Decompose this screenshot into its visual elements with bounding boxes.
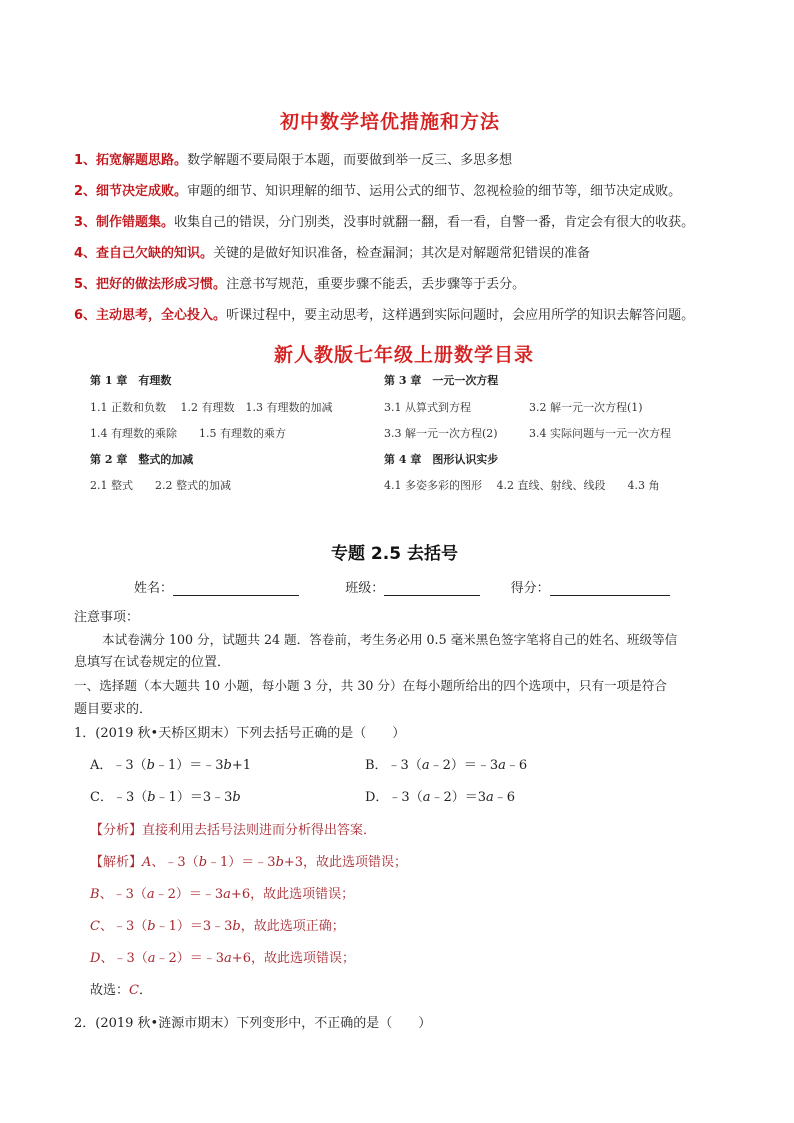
tip-heading: 查自己欠缺的知识。 (96, 246, 214, 261)
solution-text: 、﹣3（ (151, 855, 199, 870)
variable: a (224, 951, 232, 966)
tip-item (74, 180, 681, 199)
variable: b (223, 758, 232, 773)
tip-item (74, 211, 694, 230)
variable: a (486, 790, 494, 805)
variable: B (90, 887, 100, 902)
variable: C (90, 919, 100, 934)
variable: a (422, 790, 431, 805)
toc-chapter-2: 第 2 章 整式的加减 (90, 453, 194, 466)
option-a[interactable] (90, 754, 251, 773)
variable: a (146, 887, 155, 902)
analysis-line (90, 819, 376, 838)
tip-item (74, 242, 590, 261)
solution-line (90, 915, 345, 934)
tip-item (74, 304, 694, 323)
toc-line: 4.1 多姿多彩的图形 4.2 直线、射线、线段 4.3 角 (384, 479, 660, 492)
toc-chapter-3: 第 3 章 一元一次方程 (384, 374, 499, 387)
toc-chapter-1: 第 1 章 有理数 (90, 374, 172, 387)
notice-text: 息填写在试卷规定的位置． (74, 655, 231, 670)
variable: a (147, 951, 156, 966)
solution-line (90, 883, 354, 902)
toc-line: 1.1 正数和负数 1.2 有理数 1.3 有理数的加减 (90, 401, 333, 414)
tip-number: 3、 (74, 215, 97, 230)
name-blank[interactable] (173, 581, 299, 596)
variable: b (147, 790, 156, 805)
option-text: C．﹣3（ (90, 790, 148, 805)
section-header: 一、选择题（本大题共 10 小题，每小题 3 分，共 30 分）在每小题所给出的四个选项中，只有一项是符合 (74, 678, 668, 693)
solution-text: 、﹣3（ (99, 919, 148, 934)
answer-label: 故选： (90, 983, 130, 998)
option-text: ﹣1）＝3﹣3 (155, 790, 233, 805)
header-title: 初中数学培优措施和方法 (280, 111, 501, 133)
tip-number: 6、 (74, 308, 97, 323)
toc-title: 新人教版七年级上册数学目录 (274, 344, 535, 366)
solution-line (90, 947, 355, 966)
variable: a (421, 758, 430, 773)
option-text: ﹣1）＝﹣3 (155, 758, 224, 773)
toc-chapter-4: 第 4 章 图形认识实步 (384, 453, 499, 466)
toc-line: 3.2 解一元一次方程(1) (529, 401, 643, 414)
option-text: D．﹣3（ (365, 790, 423, 805)
tip-number: 1、 (74, 153, 97, 168)
option-text: ﹣6 (505, 758, 528, 773)
tip-heading: 把好的做法形成习惯。 (96, 277, 227, 292)
tip-heading: 拓宽解题思路。 (96, 153, 188, 168)
tip-item (74, 273, 525, 292)
solution-text: 、﹣3（ (100, 951, 148, 966)
variable: a (498, 758, 506, 773)
solution-text: ﹣1）＝3﹣3 (155, 919, 233, 934)
notice-text: 本试卷满分 100 分，试题共 24 题．答卷前，考生务必用 0.5 毫米黑色签字笔将自己的姓名、班级等信 (102, 632, 678, 647)
tip-text: 注意书写规范，重要步骤不能丢，丢步骤等于丢分。 (226, 277, 526, 292)
variable: b (275, 855, 284, 870)
solution-text: ﹣2）＝﹣3 (155, 951, 225, 966)
section-header: 题目要求的． (74, 702, 153, 717)
variable: a (223, 887, 231, 902)
variable: b (147, 919, 156, 934)
tip-text: 收集自己的错误，分门别类，没事时就翻一翻，看一看，自警一番，肯定会有很大的收获。 (174, 215, 695, 230)
solution-text: ﹣2）＝﹣3 (154, 887, 224, 902)
tip-text: 听课过程中，要主动思考，这样遇到实际问题时，会应用所学的知识去解答问题。 (226, 308, 695, 323)
info-fields (134, 577, 670, 596)
answer-line (90, 979, 152, 998)
variable: b (198, 855, 208, 870)
tip-text: 关键的是做好知识准备，检查漏洞；其次是对解题常犯错误的准备 (213, 246, 591, 261)
solution-label: 【解析】 (90, 855, 143, 870)
variable: b (146, 758, 155, 773)
topic-title: 专题 2.5 去括号 (331, 544, 458, 564)
option-text: ﹣2）＝﹣3 (429, 758, 499, 773)
option-text: +1 (231, 758, 252, 773)
answer-value: C (129, 983, 139, 998)
answer-end: ． (138, 983, 152, 998)
variable: b (232, 919, 241, 934)
solution-line (90, 851, 407, 870)
class-label: 班级： (345, 581, 385, 596)
toc-line: 3.1 从算式到方程 (384, 401, 471, 414)
option-c[interactable] (90, 786, 241, 805)
option-text: A．﹣3（ (90, 758, 147, 773)
solution-text: +6，故此选项错误； (230, 887, 355, 902)
variable: A (142, 855, 152, 870)
tip-item (74, 149, 512, 168)
solution-text: +6，故此选项错误； (231, 951, 355, 966)
toc-line: 1.4 有理数的乘除 1.5 有理数的乘方 (90, 427, 286, 440)
toc-line: 3.3 解一元一次方程(2) (384, 427, 498, 440)
name-label: 姓名： (134, 581, 174, 596)
variable: b (232, 790, 241, 805)
tip-number: 4、 (74, 246, 97, 261)
tip-text: 数学解题不要局限于本题，而要做到举一反三、多思多想 (187, 153, 513, 168)
tip-number: 2、 (74, 184, 97, 199)
question-1-stem: 1．(2019 秋•天桥区期末）下列去括号正确的是（ ） (74, 726, 406, 741)
solution-text: ﹣1）＝﹣3 (207, 855, 276, 870)
option-b[interactable] (365, 754, 527, 773)
option-text: ﹣6 (493, 790, 516, 805)
tip-heading: 细节决定成败。 (96, 184, 188, 199)
tip-number: 5、 (74, 277, 97, 292)
tip-heading: 主动思考，全心投入。 (96, 308, 227, 323)
option-d[interactable] (365, 786, 515, 805)
tip-text: 审题的细节、知识理解的细节、运用公式的细节、忽视检验的细节等，细节决定成败。 (187, 184, 682, 199)
score-blank[interactable] (550, 581, 670, 596)
score-label: 得分： (510, 581, 550, 596)
solution-text: ，故此选项正确； (240, 919, 345, 934)
toc-line: 2.1 整式 2.2 整式的加减 (90, 479, 231, 492)
solution-text: 、﹣3（ (99, 887, 147, 902)
analysis-label: 【分析】 (90, 823, 143, 838)
option-text: ﹣2）＝3 (430, 790, 487, 805)
variable: D (90, 951, 101, 966)
toc-line: 3.4 实际问题与一元一次方程 (529, 427, 671, 440)
class-blank[interactable] (384, 581, 480, 596)
option-text: B．﹣3（ (365, 758, 422, 773)
tip-heading: 制作错题集。 (96, 215, 175, 230)
notice-heading: 注意事项： (74, 610, 140, 625)
analysis-text: 直接利用去括号法则进而分析得出答案． (142, 823, 377, 838)
question-2-stem: 2．(2019 秋•涟源市期末）下列变形中，不正确的是（ ） (74, 1016, 432, 1031)
solution-text: +3，故此选项错误； (283, 855, 408, 870)
